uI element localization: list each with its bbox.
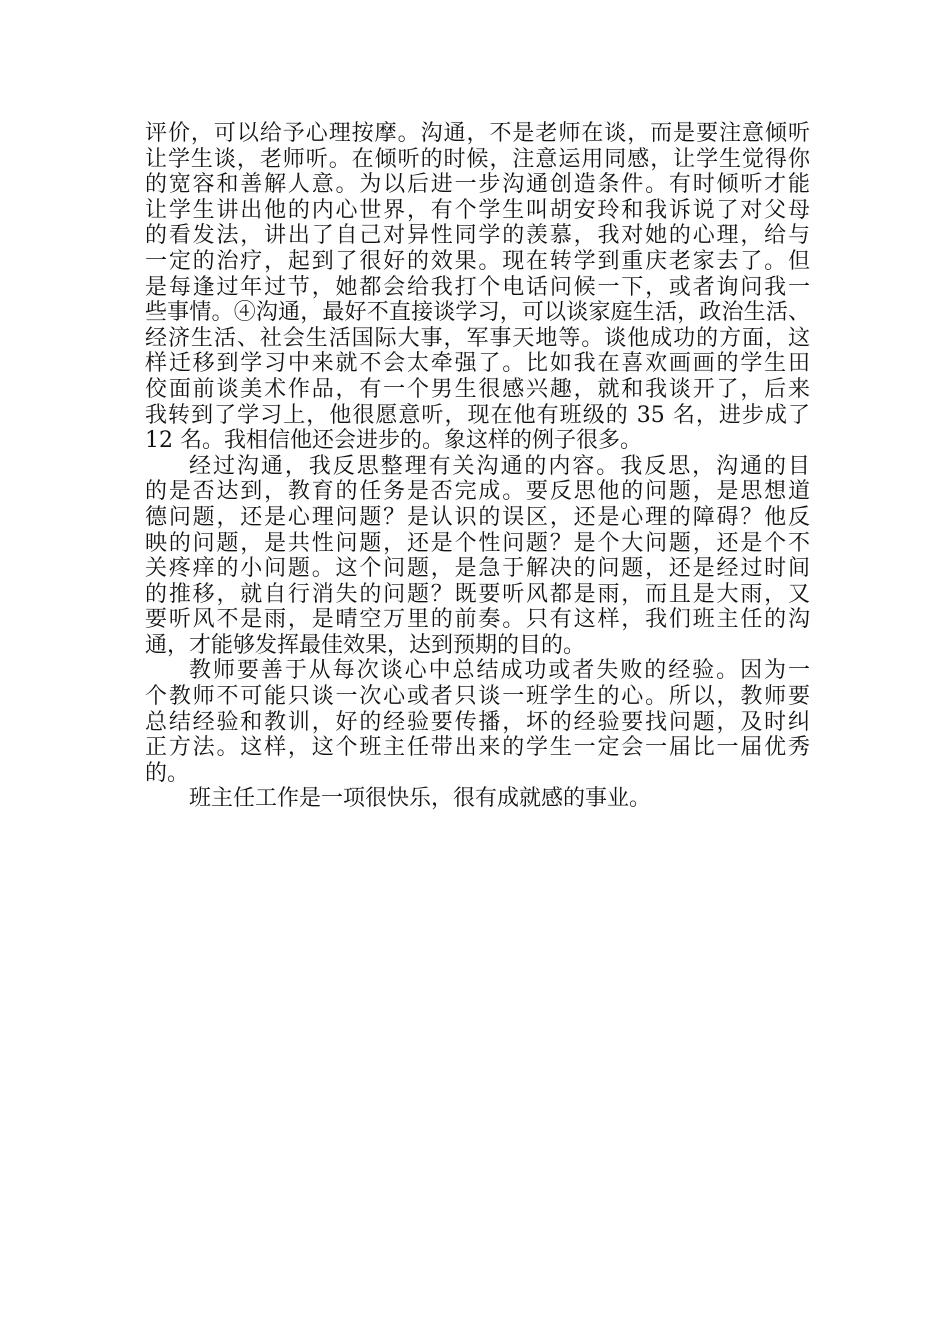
- text-line: 要听风不是雨，是晴空万里的前奏。只有这样，我们班主任的沟: [145, 607, 810, 633]
- text-line: 的。: [145, 760, 190, 786]
- text-line: 的看发法，讲出了自己对异性同学的羡慕，我对她的心理，给与: [145, 223, 810, 249]
- text-line: 是每逢过年过节，她都会给我打个电话问候一下，或者询问我一: [145, 274, 810, 300]
- text-line: 的推移，就自行消失的问题？既要听风都是雨，而且是大雨，又: [145, 581, 810, 607]
- text-line: 一定的治疗，起到了很好的效果。现在转学到重庆老家去了。但: [145, 248, 810, 274]
- text-line: 12 名。我相信他还会进步的。象这样的例子很多。: [145, 428, 642, 454]
- text-line: 关疼痒的小问题。这个问题，是急于解决的问题，还是经过时间: [145, 556, 810, 582]
- text-line: 让学生讲出他的内心世界，有个学生叫胡安玲和我诉说了对父母: [145, 197, 810, 223]
- text-line: 个教师不可能只谈一次心或者只谈一班学生的心。所以，教师要: [145, 684, 810, 710]
- text-line: 些事情。④沟通，最好不直接谈学习，可以谈家庭生活，政治生活、: [145, 300, 810, 326]
- text-line: 的是否达到，教育的任务是否完成。要反思他的问题，是思想道: [145, 479, 810, 505]
- text-line: 德问题，还是心理问题？是认识的误区，还是心理的障碍？他反: [145, 504, 810, 530]
- document-body: [145, 121, 810, 812]
- text-line: 通，才能够发挥最佳效果，达到预期的目的。: [145, 632, 586, 658]
- text-line: 评价，可以给予心理按摩。沟通，不是老师在谈，而是要注意倾听: [145, 121, 810, 146]
- paragraph-first-line: 教师要善于从每次谈心中总结成功或者失败的经验。因为一: [189, 658, 810, 684]
- text-line: 的宽容和善解人意。为以后进一步沟通创造条件。有时倾听才能: [145, 172, 810, 198]
- paragraph-first-line: 经过沟通，我反思整理有关沟通的内容。我反思，沟通的目: [189, 453, 810, 479]
- text-line: 正方法。这样，这个班主任带出来的学生一定会一届比一届优秀: [145, 735, 810, 761]
- text-line: 我转到了学习上，他很愿意听，现在他有班级的 35 名，进步成了: [145, 402, 810, 428]
- paragraph-first-line: 班主任工作是一项很快乐，很有成就感的事业。: [189, 786, 652, 812]
- text-line: 经济生活、社会生活国际大事，军事天地等。谈他成功的方面，这: [145, 325, 810, 351]
- text-line: 让学生谈，老师听。在倾听的时候，注意运用同感，让学生觉得你: [145, 146, 810, 172]
- text-line: 总结经验和教训，好的经验要传播，坏的经验要找问题，及时纠: [145, 709, 810, 735]
- text-line: 佼面前谈美术作品，有一个男生很感兴趣，就和我谈开了，后来: [145, 376, 810, 402]
- text-line: 映的问题，是共性问题，还是个性问题？是个大问题，还是个不: [145, 530, 810, 556]
- text-line: 样迁移到学习中来就不会太牵强了。比如我在喜欢画画的学生田: [145, 351, 810, 377]
